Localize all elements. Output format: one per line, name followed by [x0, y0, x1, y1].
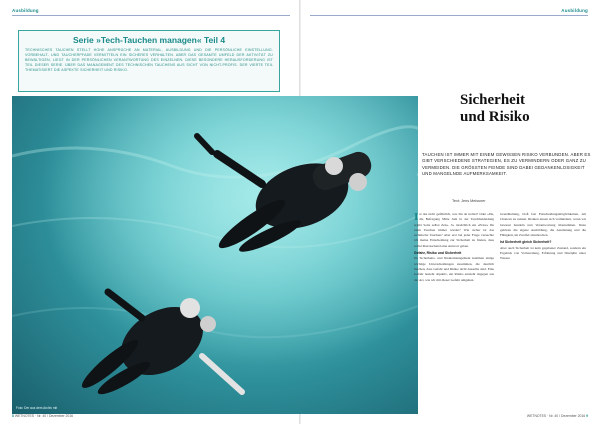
text-column-1	[414, 212, 494, 283]
photo-caption: Foto: Der aus dem Archiv mit	[16, 406, 58, 410]
footer-text-left: WETNOTES · Nr. 40 / Dezember 2016	[14, 414, 74, 418]
section-label-left: Ausbildung	[12, 8, 39, 13]
text-column-2	[500, 212, 586, 262]
column-2-subhead: Ist Sicherheit gleich Sicherheit?	[500, 240, 552, 245]
page-number-right: 9	[586, 414, 588, 418]
footer-left	[12, 414, 73, 418]
drop-cap: I	[414, 211, 419, 223]
article-intro: TAUCHEN IST IMMER MIT EINEM GEWISSEN RISIKO VERBUNDEN. ABER ES GIBT VERSCHIEDENE STRATEGIEN, ES ZU VERMINDERN ODER GANZ ZU VERMEIDEN. DIE GRÖSSTEN FEINDE SIND DABEI GEDANKENLOSIGKEIT UND MANGELNDE AUFMERKSAMKEIT.	[422, 152, 591, 176]
section-label-right: Ausbildung	[561, 8, 588, 13]
article-headline	[460, 92, 590, 126]
page-number-left: 8	[12, 414, 14, 418]
footer-text-right: WETNOTES · Nr. 40 / Dezember 2016	[526, 414, 586, 418]
headline-line-1: Sicherheit	[460, 92, 525, 108]
series-text: TECHNISCHES TAUCHEN STELLT HOHE ANSPRÜCHE AN MATERIAL, AUSBILDUNG UND DIE PERSÖNLICHE EINSTELLUNG. VORBEHALT- UND TAUCHERPFADE VERMITTELN EIN SICHERES VERHALTEN. ABER DAS GESAMTE UMFELD DER AKTIVITÄT ZU BEWÄLTIGEN, LIEGT IN DER PERSÖNLICHEN VERANTWORTUNG DES EINZELNEN. DIESE BESONDERE HERAUSFORDERUNG IST TEIL DIESER SERIE. ÜBER DAS MANAGEMENT DES TECHNISCHEN TAUCHENS AUS SICHT VON NICHT-PROFIS. DER VIERTE TEIL THEMATISIERT DIE ASPEKTE SICHERHEIT UND RISIKO.	[25, 48, 273, 72]
diver-photo-illustration	[12, 96, 418, 414]
series-box	[18, 30, 280, 92]
column-2-paragraph-1: Grundhaltung, bloß fast Entscheidungsmöglichkeiten, um Chancen zu nutzen. Risiken lassen sich vermindern, wenn wir bewusst handeln und Verantwortung übernehmen. Dazu gehören die eigene Ausbildung, die Ausrüstung und die Fähigkeit, im Zweifel abzubrechen.	[500, 212, 586, 238]
headline-line-2: und Risiko	[460, 109, 530, 125]
series-title: Serie »Tech-Tauchen managen« Teil 4	[72, 35, 226, 45]
column-1-subhead: Gefahr, Risiko und Sicherheit	[414, 251, 462, 256]
column-1-paragraph-1: st das nicht gefährlich, was Du da treibst? Oder »Du, die Befragung Mitte Juni in der Tauchbekleidung ergibt Seite selbst Zeit«. Ja, tatsächlich ein »Ernst« Du beim Tauchen immer wieder? Wie sicher ist das technische Tauchen? Aber erst bei jeder Frage versuchte ich meine Entscheidung zur Sicherheit zu finden, dass selbst überraschend eine Antwort geben.	[414, 212, 494, 248]
footer-right	[527, 414, 588, 418]
header-rule-right	[310, 15, 588, 16]
column-1-paragraph-2: Im Sicherheits- und Risikomanagement kommen einige wichtige Unterscheidungen zusammen, die deutlich machen, dass Gefahr und Risiko nicht dasselbe sind. Eine Gefahr besteht objektiv, ein Risiko entsteht dagegen aus der Art, wie wir mit dieser Gefahr umgehen.	[414, 256, 494, 282]
column-2-paragraph-2: Aber auch Sicherheit ist kein gegebener Zustand, sondern ein Ergebnis von Vorbereitung, Erfahrung und Disziplin unter Wasser.	[500, 245, 586, 261]
diver-photo	[12, 96, 418, 414]
article-author: Text: Jens Meissner	[452, 199, 486, 203]
header-rule-left	[12, 15, 290, 16]
